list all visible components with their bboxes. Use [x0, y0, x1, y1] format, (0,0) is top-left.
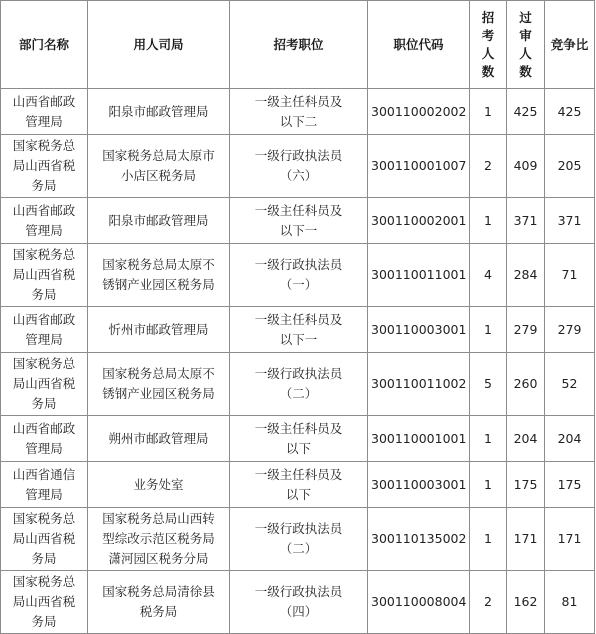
recruit-cell: 1 [470, 416, 507, 462]
dept-cell-line: 务局 [31, 178, 57, 193]
code-cell: 300110001007 [368, 135, 470, 198]
dept-cell-line: 局山西省税 [12, 158, 76, 173]
dept-cell-line: 国家税务总 [12, 138, 76, 153]
recruit-cell: 1 [470, 462, 507, 508]
ratio-cell: 175 [545, 462, 595, 508]
ratio-cell: 425 [545, 89, 595, 135]
recruit-cell: 1 [470, 508, 507, 571]
dept-cell-line: 管理局 [25, 113, 63, 129]
table-row [1, 244, 595, 307]
table-row [1, 571, 595, 634]
org-cell-line: 阳泉市邮政管理局 [108, 103, 209, 119]
recruit-cell: 1 [470, 307, 507, 353]
position-cell [230, 198, 368, 244]
position-cell-line: （四） [279, 604, 318, 619]
position-cell [230, 89, 368, 135]
position-cell-line: （六） [279, 168, 318, 183]
dept-cell-line: 山西省邮政 [12, 93, 76, 109]
dept-cell [1, 416, 88, 462]
dept-cell-line: 管理局 [25, 486, 63, 502]
header-reviewed-line: 审 [519, 27, 532, 43]
ratio-cell: 205 [545, 135, 595, 198]
ratio-cell: 279 [545, 307, 595, 353]
dept-cell-line: 务局 [31, 396, 57, 411]
org-cell-line: 阳泉市邮政管理局 [108, 212, 209, 228]
dept-cell [1, 508, 88, 571]
dept-cell [1, 135, 88, 198]
org-cell-line: 税务局 [139, 604, 178, 619]
position-cell-line: 一级行政执法员 [254, 366, 343, 381]
org-cell [88, 462, 230, 508]
reviewed-cell: 204 [507, 416, 545, 462]
recruit-cell: 4 [470, 244, 507, 307]
dept-cell-line: 局山西省税 [12, 267, 76, 282]
ratio-cell: 204 [545, 416, 595, 462]
ratio-cell: 81 [545, 571, 595, 634]
table-row [1, 416, 595, 462]
recruit-cell: 1 [470, 89, 507, 135]
table-row [1, 89, 595, 135]
org-cell-line: 国家税务总局山西转 [102, 511, 215, 526]
position-cell [230, 571, 368, 634]
recruit-cell: 2 [470, 571, 507, 634]
dept-cell-line: 山西省通信 [12, 466, 76, 482]
table-body [1, 89, 595, 634]
org-cell [88, 89, 230, 135]
code-cell: 300110011002 [368, 353, 470, 416]
dept-cell-line: 国家税务总 [12, 511, 76, 526]
dept-cell-line: 务局 [31, 287, 57, 302]
position-cell-line: 以下一 [279, 331, 318, 347]
table-row [1, 462, 595, 508]
code-cell: 300110011001 [368, 244, 470, 307]
table-row [1, 508, 595, 571]
dept-cell [1, 89, 88, 135]
position-cell-line: （二） [279, 541, 318, 556]
org-cell [88, 353, 230, 416]
dept-cell [1, 244, 88, 307]
header-recruit-line: 数 [481, 63, 495, 79]
header-dept: 部门名称 [1, 1, 88, 89]
header-recruit [470, 1, 507, 89]
dept-cell [1, 462, 88, 508]
reviewed-cell: 171 [507, 508, 545, 571]
position-cell-line: （一） [279, 277, 318, 292]
code-cell: 300110003001 [368, 307, 470, 353]
recruit-cell: 5 [470, 353, 507, 416]
org-cell [88, 508, 230, 571]
position-cell [230, 508, 368, 571]
table-row [1, 353, 595, 416]
position-cell-line: 一级主任科员及 [254, 466, 343, 482]
dept-cell-line: 山西省邮政 [12, 420, 76, 436]
dept-cell-line: 务局 [31, 551, 57, 566]
org-cell-line: 锈钢产业园区税务局 [102, 277, 215, 292]
dept-cell-line: 局山西省税 [12, 594, 76, 609]
org-cell [88, 198, 230, 244]
dept-cell-line: 国家税务总 [12, 574, 76, 589]
reviewed-cell: 162 [507, 571, 545, 634]
code-cell: 300110135002 [368, 508, 470, 571]
position-cell-line: （二） [279, 386, 318, 401]
recruit-cell: 2 [470, 135, 507, 198]
org-cell-line: 潇河园区税务分局 [108, 551, 209, 566]
table-row [1, 135, 595, 198]
header-recruit-line: 招 [481, 9, 495, 25]
position-cell-line: 以下 [285, 440, 311, 456]
code-cell: 300110002001 [368, 198, 470, 244]
ratio-cell: 371 [545, 198, 595, 244]
dept-cell [1, 307, 88, 353]
table-row [1, 307, 595, 353]
header-position: 招考职位 [230, 1, 368, 89]
code-cell: 300110001001 [368, 416, 470, 462]
org-cell-line: 锈钢产业园区税务局 [102, 386, 215, 401]
position-cell [230, 416, 368, 462]
dept-cell-line: 局山西省税 [12, 376, 76, 391]
position-cell-line: 一级主任科员及 [254, 420, 343, 436]
position-cell [230, 135, 368, 198]
table-row [1, 198, 595, 244]
dept-cell [1, 198, 88, 244]
org-cell [88, 244, 230, 307]
header-ratio: 竞争比 [545, 1, 595, 89]
position-cell-line: 一级主任科员及 [254, 311, 343, 327]
dept-cell-line: 局山西省税 [12, 531, 76, 546]
dept-cell-line: 管理局 [25, 222, 63, 238]
code-cell: 300110008004 [368, 571, 470, 634]
reviewed-cell: 279 [507, 307, 545, 353]
dept-cell-line: 山西省邮政 [12, 311, 76, 327]
header-reviewed-line: 人 [519, 45, 532, 61]
position-cell [230, 307, 368, 353]
reviewed-cell: 175 [507, 462, 545, 508]
position-cell-line: 以下一 [279, 222, 318, 238]
org-cell-line: 业务处室 [133, 476, 184, 492]
org-cell-line: 小店区税务局 [120, 168, 196, 183]
header-recruit-line: 人 [481, 45, 495, 61]
ratio-cell: 71 [545, 244, 595, 307]
recruit-cell: 1 [470, 198, 507, 244]
dept-cell [1, 571, 88, 634]
position-cell-line: 一级行政执法员 [254, 257, 343, 272]
position-cell [230, 244, 368, 307]
org-cell [88, 307, 230, 353]
header-org: 用人司局 [88, 1, 230, 89]
dept-cell-line: 管理局 [25, 331, 63, 347]
header-reviewed-line: 数 [519, 63, 532, 79]
position-cell-line: 以下 [285, 486, 311, 502]
reviewed-cell: 409 [507, 135, 545, 198]
position-cell-line: 一级行政执法员 [254, 584, 343, 599]
org-cell-line: 朔州市邮政管理局 [108, 430, 209, 446]
header-code: 职位代码 [368, 1, 470, 89]
position-cell-line: 一级主任科员及 [254, 202, 343, 218]
dept-cell-line: 山西省邮政 [12, 202, 76, 218]
reviewed-cell: 371 [507, 198, 545, 244]
org-cell [88, 135, 230, 198]
org-cell-line: 国家税务总局太原不 [102, 257, 215, 272]
position-cell-line: 一级行政执法员 [254, 521, 343, 536]
ratio-cell: 171 [545, 508, 595, 571]
position-cell [230, 462, 368, 508]
header-recruit-line: 考 [481, 27, 495, 43]
position-cell-line: 一级行政执法员 [254, 148, 343, 163]
org-cell-line: 型综改示范区税务局 [102, 531, 215, 546]
dept-cell-line: 务局 [31, 614, 57, 629]
org-cell-line: 国家税务总局太原不 [102, 366, 215, 381]
reviewed-cell: 284 [507, 244, 545, 307]
header-row [1, 1, 595, 89]
org-cell [88, 416, 230, 462]
code-cell: 300110002002 [368, 89, 470, 135]
org-cell-line: 国家税务总局太原市 [102, 148, 215, 163]
reviewed-cell: 425 [507, 89, 545, 135]
dept-cell-line: 管理局 [25, 440, 63, 456]
dept-cell-line: 国家税务总 [12, 356, 76, 371]
position-cell [230, 353, 368, 416]
position-cell-line: 以下二 [279, 113, 318, 129]
ratio-cell: 52 [545, 353, 595, 416]
code-cell: 300110003001 [368, 462, 470, 508]
header-reviewed [507, 1, 545, 89]
org-cell-line: 忻州市邮政管理局 [108, 321, 209, 337]
reviewed-cell: 260 [507, 353, 545, 416]
position-cell-line: 一级主任科员及 [254, 93, 343, 109]
dept-cell-line: 国家税务总 [12, 247, 76, 262]
org-cell [88, 571, 230, 634]
header-reviewed-line: 过 [519, 9, 532, 25]
dept-cell [1, 353, 88, 416]
org-cell-line: 国家税务总局清徐县 [102, 584, 215, 599]
